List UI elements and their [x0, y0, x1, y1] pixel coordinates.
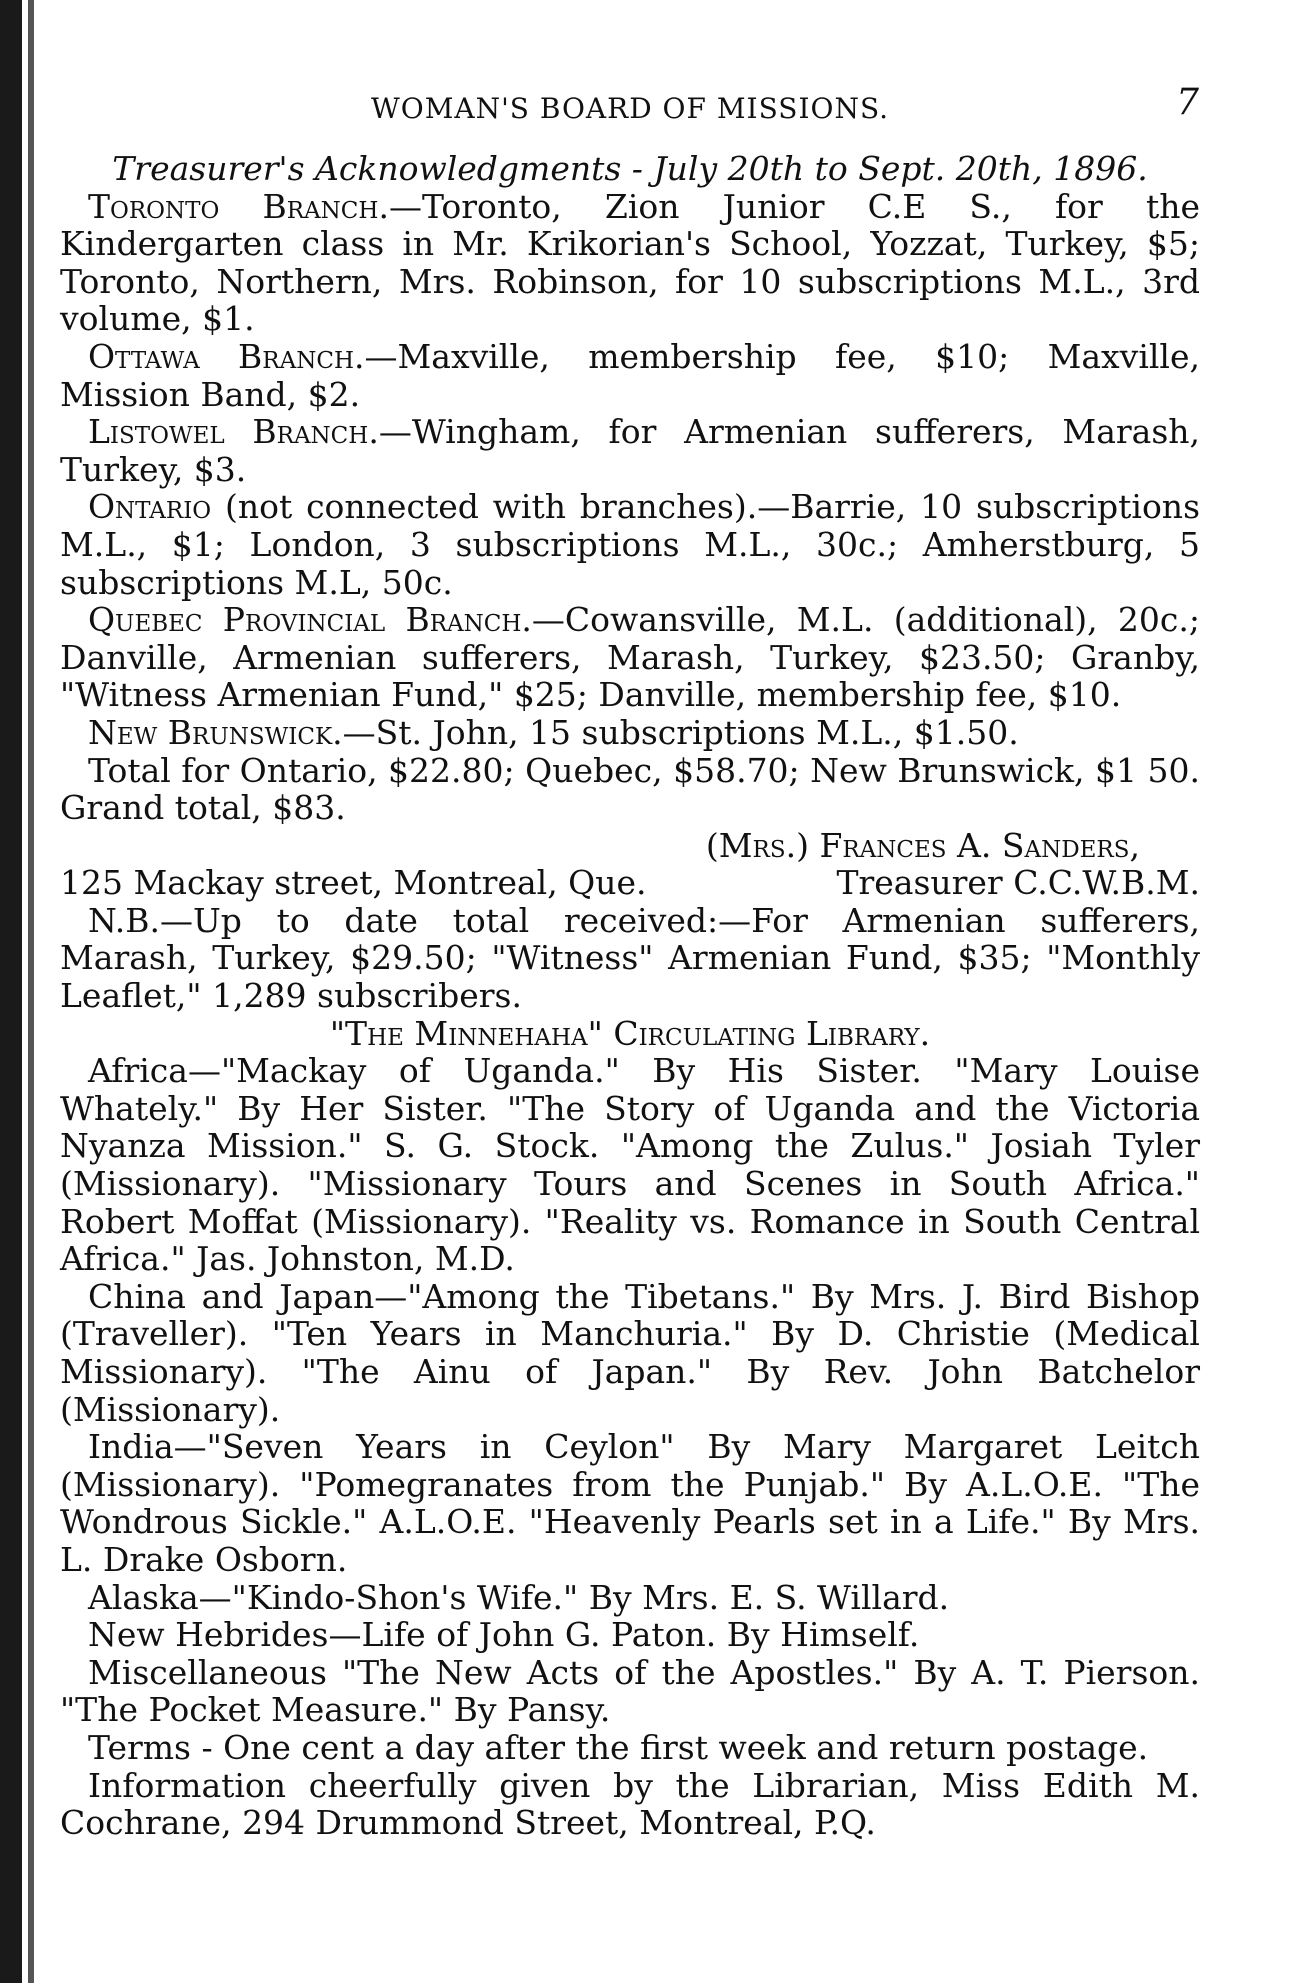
- library-alaska: Alaska—"Kindo-Shon's Wife." By Mrs. E. S. Willard.: [88, 1577, 950, 1617]
- branch-name: Toronto Branch.: [88, 186, 389, 226]
- entry-ottawa: [60, 338, 1200, 413]
- running-title: WOMAN'S BOARD OF MISSIONS.: [370, 92, 890, 125]
- entry-text: —Toronto, Zion Junior C.E S., for the Kindergarten class in Mr. Krikorian's School, Yozzat, Turkey, $5; Toronto, Northern, Mrs. Robinson, for 10 subscriptions M.L., 3rd volume, $1.: [60, 186, 1200, 339]
- binding-edge: [0, 0, 22, 1983]
- treasurer-address: 125 Mackay street, Montreal, Que.: [60, 863, 647, 903]
- branch-name: Ontario: [88, 487, 212, 527]
- library-terms: Terms - One cent a day after the first week and return postage.: [88, 1727, 1149, 1767]
- entry-text: —Wingham, for Armenian sufferers, Marash, Turkey, $3.: [60, 412, 1201, 489]
- entry-quebec: [60, 601, 1200, 714]
- branch-name: New Brunswick.: [88, 712, 343, 752]
- library-africa: Africa—"Mackay of Uganda." By His Sister. "Mary Louise Whately." By Her Sister. "The Story of Uganda and the Victoria Nyanza Mission." S. G. Stock. "Among the Zulus." Josiah Tyler (Missionary). "Missionary Tours and Scenes in South Africa." Robert Moffat (Missionary). "Reality vs. Romance in South Central Africa." Jas. Johnston, M.D.: [60, 1051, 1200, 1279]
- signature-name: (Mrs.) Frances A. Sanders,: [705, 825, 1140, 865]
- entry-new-brunswick: [60, 714, 1200, 752]
- entry-listowel: [60, 413, 1200, 488]
- acknowledgments-title: Treasurer's Acknowledgments - July 20th to Sept. 20th, 1896.: [112, 149, 1148, 188]
- page-number: 7: [1176, 82, 1200, 123]
- library-new-hebrides: New Hebrides—Life of John G. Paton. By Himself.: [88, 1615, 920, 1655]
- entry-text: —Maxville, membership fee, $10; Maxville, Mission Band, $2.: [60, 336, 1200, 414]
- running-head: [60, 82, 1200, 150]
- binding-shadow: [28, 0, 34, 1983]
- entry-text: —St. John, 15 subscriptions M.L., $1.50.: [342, 712, 1019, 752]
- entry-ontario: [60, 488, 1200, 601]
- entry-toronto: [60, 188, 1200, 338]
- library-title: "The Minnehaha" Circulating Library.: [329, 1013, 931, 1053]
- address-line: [60, 864, 1200, 902]
- treasurer-title: Treasurer C.C.W.B.M.: [836, 863, 1200, 903]
- totals: Total for Ontario, $22.80; Quebec, $58.70; New Brunswick, $1 50. Grand total, $83.: [60, 750, 1200, 828]
- library-india: India—"Seven Years in Ceylon" By Mary Margaret Leitch (Missionary). "Pomegranates from the Punjab." By A.L.O.E. "The Wondrous Sickle." A.L.O.E. "Heavenly Pearls set in a Life." By Mrs. L. Drake Osborn.: [60, 1427, 1200, 1579]
- library-information: Information cheerfully given by the Librarian, Miss Edith M. Cochrane, 294 Drummond Street, Montreal, P.Q.: [60, 1765, 1200, 1843]
- branch-name: Ottawa Branch.: [88, 336, 365, 376]
- entry-text: —Cowansville, M.L. (additional), 20c.; Danville, Armenian sufferers, Marash, Turkey, $23.50; Granby, "Witness Armenian Fund," $25; Danville, membership fee, $10.: [60, 600, 1200, 715]
- branch-name: Quebec Provincial Branch.: [88, 600, 532, 640]
- entry-text: (not connected with branches).—Barrie, 10 subscriptions M.L., $1; London, 3 subscriptions M.L., 30c.; Amherstburg, 5 subscriptions M.L, 50c.: [60, 487, 1200, 602]
- branch-name: Listowel Branch.: [88, 412, 379, 452]
- nota-bene: N.B.—Up to date total received:—For Armenian sufferers, Marash, Turkey, $29.50; "Witness" Armenian Fund, $35; "Monthly Leaflet," 1,289 subscribers.: [60, 900, 1200, 1016]
- library-china-japan: China and Japan—"Among the Tibetans." By Mrs. J. Bird Bishop (Traveller). "Ten Years in Manchuria." By D. Christie (Medical Missionary). "The Ainu of Japan." By Rev. John Batchelor (Missionary).: [60, 1276, 1200, 1429]
- page: [60, 82, 1201, 1843]
- library-miscellaneous: Miscellaneous "The New Acts of the Apostles." By A. T. Pierson. "The Pocket Measure." By Pansy.: [60, 1652, 1200, 1730]
